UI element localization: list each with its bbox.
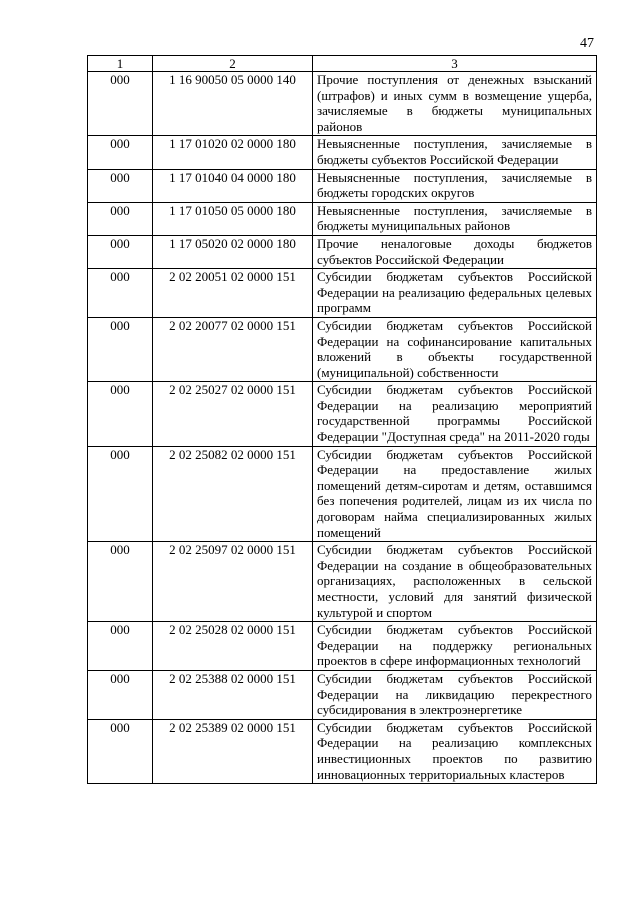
admin-code-cell: 000 [88, 72, 153, 136]
table-row [88, 202, 597, 235]
admin-code-cell: 000 [88, 269, 153, 318]
column-header-2: 2 [153, 56, 313, 72]
budget-code-cell: 1 17 01050 05 0000 180 [153, 202, 313, 235]
revenue-name-cell: Субсидии бюджетам субъектов Российской Федерации на предоставление жилых помещений детям-сиротам и детям, оставшимся без попечения родителей, лицам из их числа по договорам найма специализированных жилых помещений [313, 446, 597, 542]
revenue-name-cell: Субсидии бюджетам субъектов Российской Федерации на поддержку региональных проектов в сфере информационных технологий [313, 622, 597, 671]
budget-code-cell: 1 17 01040 04 0000 180 [153, 169, 313, 202]
budget-code-cell: 2 02 25389 02 0000 151 [153, 719, 313, 783]
revenue-name-cell: Субсидии бюджетам субъектов Российской Федерации на создание в общеобразовательных организациях, расположенных в сельской местности, условий для занятий физической культурой и спортом [313, 542, 597, 622]
column-header-1: 1 [88, 56, 153, 72]
revenue-codes-table [87, 55, 597, 784]
budget-code-cell: 2 02 20051 02 0000 151 [153, 269, 313, 318]
table-row [88, 169, 597, 202]
budget-code-cell: 2 02 25028 02 0000 151 [153, 622, 313, 671]
revenue-name-cell: Прочие неналоговые доходы бюджетов субъектов Российской Федерации [313, 235, 597, 268]
table-row [88, 235, 597, 268]
table-row [88, 622, 597, 671]
budget-code-cell: 1 17 05020 02 0000 180 [153, 235, 313, 268]
revenue-name-cell: Невыясненные поступления, зачисляемые в бюджеты субъектов Российской Федерации [313, 136, 597, 169]
admin-code-cell: 000 [88, 670, 153, 719]
admin-code-cell: 000 [88, 136, 153, 169]
budget-code-cell: 1 16 90050 05 0000 140 [153, 72, 313, 136]
table-row [88, 446, 597, 542]
budget-code-cell: 2 02 25027 02 0000 151 [153, 382, 313, 446]
admin-code-cell: 000 [88, 446, 153, 542]
admin-code-cell: 000 [88, 202, 153, 235]
admin-code-cell: 000 [88, 382, 153, 446]
revenue-name-cell: Субсидии бюджетам субъектов Российской Федерации на реализацию мероприятий государственной программы Российской Федерации "Доступная среда" на 2011-2020 годы [313, 382, 597, 446]
table-row [88, 719, 597, 783]
table-row [88, 670, 597, 719]
column-header-3: 3 [313, 56, 597, 72]
table-row [88, 136, 597, 169]
revenue-name-cell: Субсидии бюджетам субъектов Российской Федерации на софинансирование капитальных вложений в объекты государственной (муниципальной) собственности [313, 317, 597, 381]
admin-code-cell: 000 [88, 317, 153, 381]
table-body [88, 72, 597, 784]
budget-code-cell: 2 02 25082 02 0000 151 [153, 446, 313, 542]
revenue-name-cell: Субсидии бюджетам субъектов Российской Федерации на реализацию федеральных целевых программ [313, 269, 597, 318]
budget-code-cell: 2 02 25388 02 0000 151 [153, 670, 313, 719]
budget-code-cell: 1 17 01020 02 0000 180 [153, 136, 313, 169]
budget-code-cell: 2 02 20077 02 0000 151 [153, 317, 313, 381]
table-row [88, 72, 597, 136]
page-number: 47 [580, 36, 594, 51]
revenue-name-cell: Невыясненные поступления, зачисляемые в бюджеты городских округов [313, 169, 597, 202]
revenue-name-cell: Субсидии бюджетам субъектов Российской Федерации на реализацию комплексных инвестиционных проектов по развитию инновационных территориальных кластеров [313, 719, 597, 783]
admin-code-cell: 000 [88, 622, 153, 671]
table-row [88, 269, 597, 318]
admin-code-cell: 000 [88, 542, 153, 622]
table-row [88, 542, 597, 622]
admin-code-cell: 000 [88, 235, 153, 268]
table-row [88, 317, 597, 381]
revenue-name-cell: Невыясненные поступления, зачисляемые в бюджеты муниципальных районов [313, 202, 597, 235]
budget-code-cell: 2 02 25097 02 0000 151 [153, 542, 313, 622]
revenue-name-cell: Субсидии бюджетам субъектов Российской Федерации на ликвидацию перекрестного субсидирования в электроэнергетике [313, 670, 597, 719]
header-row [88, 56, 597, 72]
table-row [88, 382, 597, 446]
admin-code-cell: 000 [88, 169, 153, 202]
admin-code-cell: 000 [88, 719, 153, 783]
revenue-name-cell: Прочие поступления от денежных взысканий (штрафов) и иных сумм в возмещение ущерба, зачисляемые в бюджеты муниципальных районов [313, 72, 597, 136]
